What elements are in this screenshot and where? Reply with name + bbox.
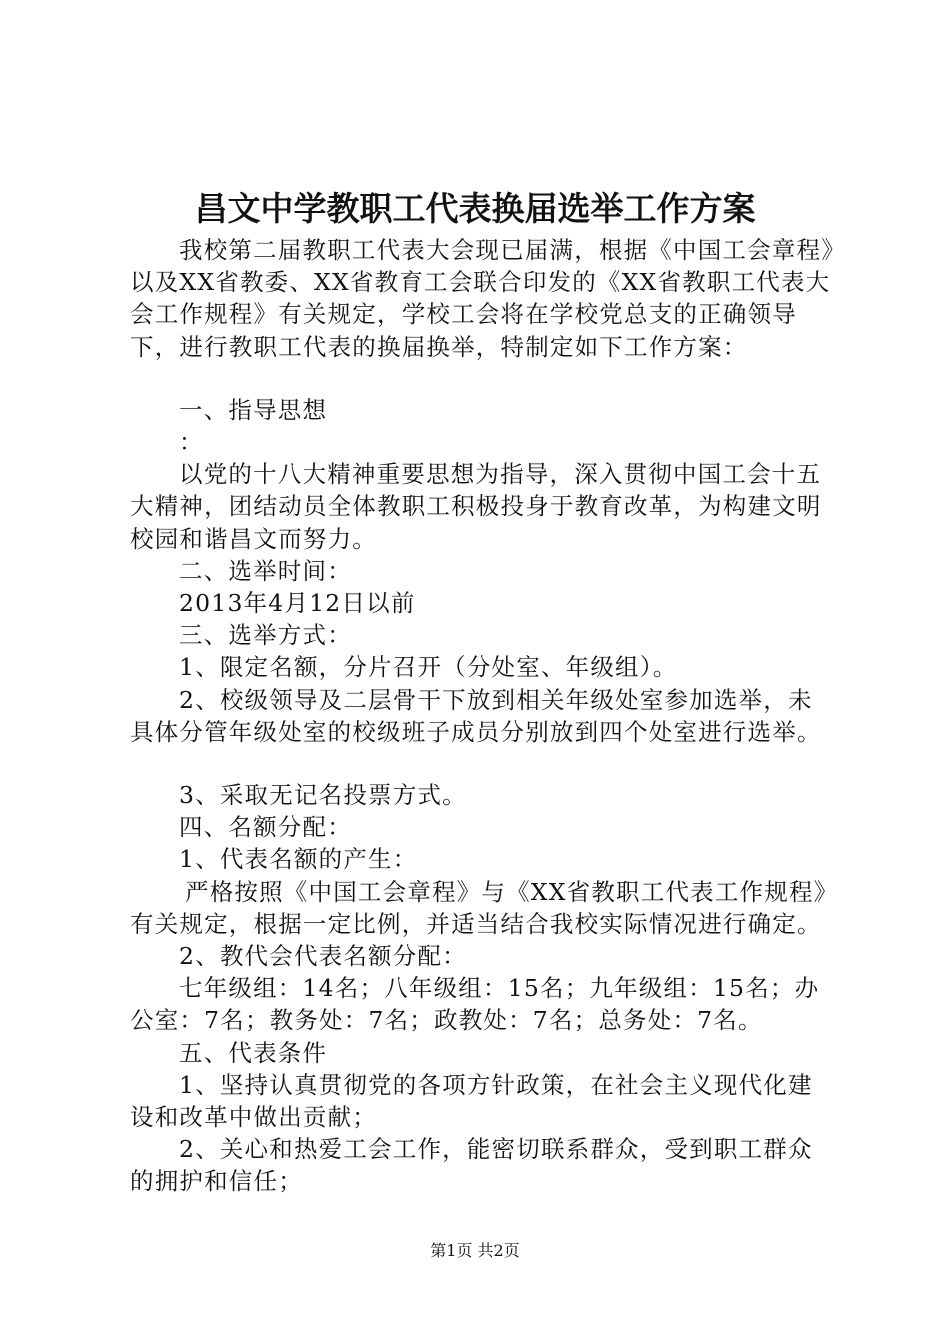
paragraph-gap — [130, 363, 836, 394]
paragraph-gap — [130, 748, 836, 779]
section1-text: 以党的十八大精神重要思想为指导，深入贯彻中国工会十五大精神，团结动员全体教职工积极投身于教育改革，为构建文明校园和谐昌文而努力。 — [130, 460, 822, 553]
section5-item-2: 2、关心和热爱工会工作，能密切联系群众，受到职工群众的拥护和信任； — [130, 1135, 813, 1196]
section5-item-1: 1、坚持认真贯彻党的各项方针政策，在社会主义现代化建设和改革中做出贡献； — [130, 1070, 813, 1132]
section3-item-1: 1、限定名额，分片召开（分处室、年级组）。 — [179, 653, 678, 682]
document-body — [130, 234, 836, 1198]
page-footer: 第1页 共2页 — [430, 1241, 520, 1260]
section4-heading: 四、名额分配： — [179, 813, 352, 842]
intro-paragraph: 我校第二届教职工代表大会现已届满，根据《中国工会章程》以及XX省教委、XX省教育工会联合印发的《XX省教职工代表大会工作规程》有关规定，学校工会将在学校党总支的正确领导下，进行教职工代表的换届换举，特制定如下工作方案： — [130, 236, 835, 361]
section3-item-2: 2、校级领导及二层骨干下放到相关年级处室参加选举，未具体分管年级处室的校级班子成员分别放到四个处室进行选举。 — [130, 685, 822, 746]
section1-colon: ： — [179, 428, 204, 457]
section5-heading: 五、代表条件 — [179, 1038, 328, 1067]
section1-heading: 一、指导思想 — [179, 395, 328, 424]
section4-sub2-heading: 2、教代会代表名额分配： — [179, 942, 467, 971]
section4-sub1-text: 严格按照《中国工会章程》与《XX省教职工代表工作规程》有关规定，根据一定比例，并适当结合我校实际情况进行确定。 — [130, 877, 827, 938]
section4-sub1-heading: 1、代表名额的产生： — [179, 845, 418, 874]
section3-heading: 三、选举方式： — [179, 621, 352, 650]
section2-heading: 二、选举时间： — [179, 556, 352, 585]
section2-text: 2013年4月12日以前 — [179, 589, 416, 618]
section4-sub2-text: 七年级组：14名；八年级组：15名；九年级组：15名；办公室：7名；教务处：7名；政教处：7名；总务处：7名。 — [130, 974, 820, 1035]
document-title: 昌文中学教职工代表换届选举工作方案 — [194, 189, 756, 228]
section3-item-3: 3、采取无记名投票方式。 — [179, 781, 467, 810]
